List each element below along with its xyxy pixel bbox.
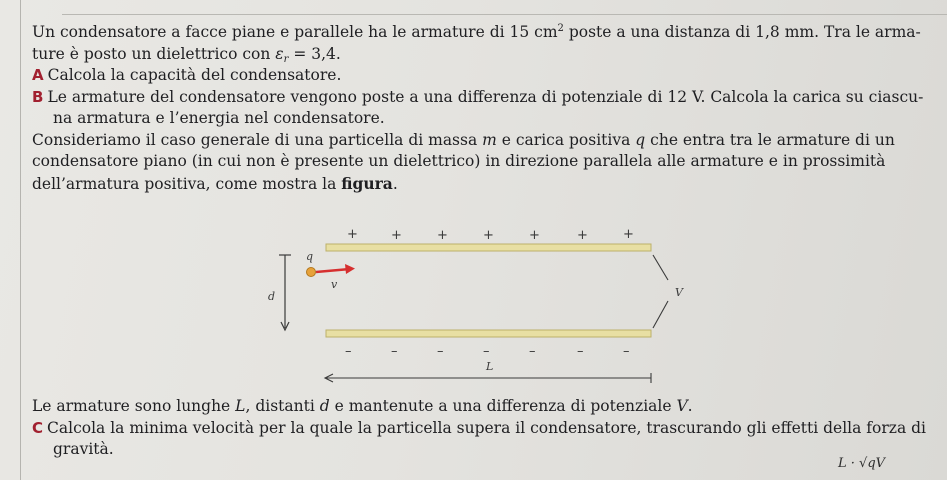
- velocity-arrowhead: [345, 264, 355, 274]
- intro-line-1: [32, 22, 932, 44]
- after-figure-pre: Le armature sono lunghe: [32, 397, 236, 415]
- label-V: V: [675, 286, 683, 299]
- velocity-arrow: [316, 269, 350, 272]
- minus-sign: –: [437, 344, 444, 359]
- capacitor-figure: [255, 218, 695, 388]
- intro-line-2-post: = 3,4.: [288, 44, 341, 63]
- consider-1-post: che entra tra le armature di un: [645, 130, 895, 149]
- voltage-wire-top: [653, 255, 668, 280]
- part-a-letter: A: [32, 66, 44, 84]
- part-a: [32, 65, 932, 87]
- label-L: L: [486, 360, 494, 373]
- plus-sign: +: [391, 228, 402, 243]
- intro-line-1-post: poste a una distanza di 1,8 mm. Tra le arma-: [563, 23, 921, 41]
- minus-sign: –: [483, 344, 490, 359]
- charged-particle: [307, 268, 316, 277]
- intro-line-2: [32, 44, 932, 66]
- after-figure-mid: , distanti: [245, 397, 320, 415]
- after-figure-mid2: e mantenute a una differenza di potenziale: [329, 397, 677, 415]
- part-c-line-2: gravità.: [53, 440, 114, 458]
- epsilon-symbol: ε: [275, 44, 284, 63]
- mass-symbol: m: [482, 130, 497, 149]
- consider-3-pre: dell’armatura positiva, come mostra la: [32, 174, 342, 193]
- intro-line-2-pre: ture è posto un dielettrico con: [32, 44, 276, 63]
- margin-line: [20, 0, 21, 480]
- label-v: v: [331, 278, 338, 291]
- part-b-letter: B: [32, 87, 44, 106]
- part-a-text: Calcola la capacità del condensatore.: [47, 66, 342, 84]
- after-figure-post: .: [687, 397, 693, 415]
- voltage-symbol: V: [676, 397, 688, 415]
- consider-line-2: condensatore piano (in cui non è presente un dielettrico) in direzione parallela alle armature e in prossimità: [32, 152, 886, 170]
- consider-line-3: [32, 173, 932, 195]
- length-symbol: L: [235, 397, 246, 415]
- answer-fragment: L · √qV: [838, 456, 886, 471]
- minus-sign: –: [623, 344, 630, 359]
- plus-sign: +: [623, 227, 634, 242]
- part-c-line-1: [32, 418, 932, 440]
- charge-symbol: q: [635, 130, 646, 149]
- problem-text-bottom: [32, 396, 932, 461]
- plus-sign: +: [437, 228, 448, 243]
- minus-sign: –: [529, 344, 536, 359]
- intro-line-1-pre: Un condensatore a facce piane e parallele ha le armature di 15 cm: [32, 23, 558, 41]
- part-c-text-1: Calcola la minima velocità per la quale la particella supera il condensatore, trascurando gli effetti della forza di: [47, 418, 926, 437]
- voltage-wire-bottom: [653, 301, 668, 328]
- label-d: d: [268, 290, 276, 303]
- part-b-text-1: Le armature del condensatore vengono poste a una differenza di potenziale di 12 V. Calcola la carica su ciascu-: [47, 87, 924, 106]
- after-figure-line: [32, 396, 932, 418]
- plus-sign: +: [483, 228, 494, 243]
- intro-line-1-sup: 2: [557, 23, 564, 34]
- negative-plate: [326, 330, 651, 337]
- consider-1-pre: Consideriamo il caso generale di una particella di massa: [32, 130, 483, 149]
- figure-reference[interactable]: figura: [341, 173, 393, 193]
- distance-symbol: d: [319, 397, 330, 415]
- top-rule: [62, 14, 947, 15]
- problem-text-top: [32, 22, 932, 194]
- minus-sign: –: [391, 344, 398, 359]
- consider-line-1: [32, 130, 932, 152]
- epsilon-subscript: r: [283, 53, 289, 65]
- part-c-letter: C: [32, 418, 44, 437]
- part-b-line-1: [32, 87, 932, 109]
- minus-sign: –: [345, 344, 352, 359]
- plus-sign: +: [529, 228, 540, 243]
- consider-3-post: .: [392, 174, 398, 193]
- part-b-line-2: na armatura e l’energia nel condensatore.: [53, 109, 385, 127]
- consider-1-mid: e carica positiva: [496, 130, 636, 149]
- plus-sign: +: [577, 228, 588, 243]
- label-q: q: [306, 250, 314, 263]
- positive-plate: [326, 244, 651, 251]
- minus-sign: –: [577, 344, 584, 359]
- plus-sign: +: [347, 227, 358, 242]
